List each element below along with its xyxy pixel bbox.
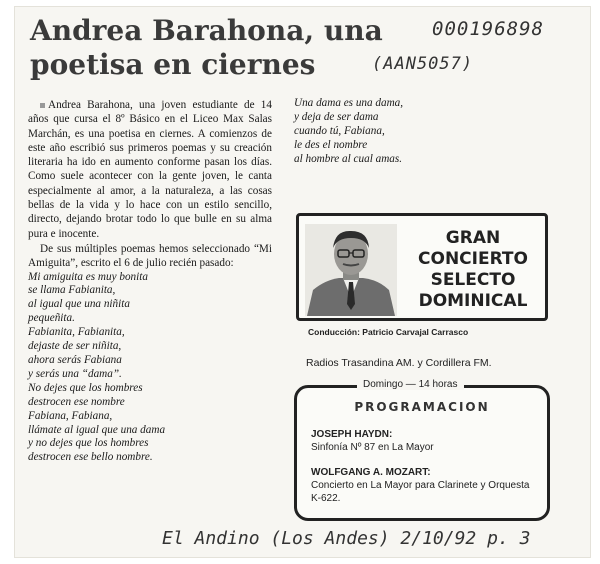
program-item bbox=[311, 428, 537, 454]
poem-line: pequeñita. bbox=[28, 312, 75, 325]
work-title: Concierto en La Mayor para Clarinete y Orquesta K-622. bbox=[311, 480, 530, 504]
poem-line: Fabiana, Fabiana, bbox=[28, 409, 113, 422]
poem-line: destrocen ese bello nombre. bbox=[28, 451, 153, 464]
poem-line: y no dejes que los hombres bbox=[28, 437, 149, 450]
poem-line: No dejes que los hombres bbox=[28, 381, 143, 394]
poem-line: Una dama es una dama, bbox=[294, 97, 404, 109]
headline-line-2: poetisa en ciernes bbox=[30, 48, 316, 81]
program-box bbox=[294, 379, 550, 521]
poem-line: Mi amiguita es muy bonita bbox=[28, 270, 148, 283]
bullet-marker bbox=[40, 103, 45, 108]
article-column-left bbox=[28, 98, 272, 465]
host-credit: Conducción: Patricio Carvajal Carrasco bbox=[308, 327, 469, 337]
poem-right bbox=[294, 97, 554, 167]
poem-line: y deja de ser dama bbox=[294, 110, 379, 123]
poem-line: cuando tú, Fabiana, bbox=[294, 124, 385, 137]
program-heading: PROGRAMACION bbox=[354, 400, 490, 414]
poem-line: al hombre al cual amas. bbox=[294, 152, 403, 165]
concert-title-line: CONCIERTO bbox=[418, 249, 528, 269]
article-column-right bbox=[294, 97, 554, 167]
poem-line: y serás una “dama”. bbox=[28, 367, 122, 380]
radio-stations: Radios Trasandina AM. y Cordillera FM. bbox=[306, 357, 492, 369]
broadcast-time: Domingo — 14 horas bbox=[357, 379, 464, 390]
poem-line: le des el nombre bbox=[294, 138, 368, 151]
program-item bbox=[311, 466, 537, 505]
concert-title-line: DOMINICAL bbox=[418, 291, 528, 311]
poem-line: llámate al igual que una dama bbox=[28, 423, 166, 436]
handwritten-catalog-number: 000196898 bbox=[432, 18, 544, 40]
composer-name: WOLFGANG A. MOZART: bbox=[311, 467, 431, 478]
poem-line: se llama Fabianita, bbox=[28, 284, 116, 297]
composer-name: JOSEPH HAYDN: bbox=[311, 429, 393, 440]
work-title: Sinfonía Nº 87 en La Mayor bbox=[311, 442, 434, 453]
concert-title bbox=[407, 228, 539, 312]
host-portrait-photo bbox=[305, 224, 397, 316]
poem-line: ahora serás Fabiana bbox=[28, 354, 122, 366]
concert-title-line: SELECTO bbox=[430, 270, 516, 290]
poem-line: destrocen ese nombre bbox=[28, 395, 125, 408]
concert-title-line: GRAN bbox=[445, 228, 501, 248]
poem-line: Fabianita, Fabianita, bbox=[28, 326, 125, 339]
headline-line-1: Andrea Barahona, una bbox=[30, 14, 383, 47]
handwritten-source-note: El Andino (Los Andes) 2/10/92 p. 3 bbox=[162, 528, 531, 549]
article-paragraph-2: De sus múltiples poemas hemos seleccionado “Mi Amiguita”, escrito el 6 de julio recién pasado: bbox=[28, 242, 272, 270]
poem-line: al igual que una niñita bbox=[28, 298, 130, 311]
headline bbox=[30, 14, 410, 82]
poem-line: dejaste de ser niñita, bbox=[28, 340, 122, 353]
poem-left bbox=[28, 271, 272, 466]
concert-ad bbox=[296, 213, 548, 321]
article-paragraph-1: Andrea Barahona, una joven estudiante de 14 años que cursa el 8º Básico en el Liceo Max Salas Marchán, es una poetisa en ciernes. A comienzos de este año escribió sus primeros poemas y su creación literaria ha ido en aumento conforme pasan los días. Como suele acontecer con la gente joven, le canta especialmente al amor, a la naturaleza, a las cosas bellas de la vida y lo hace con un estilo sencillo, directo, dejando brotar todo lo que bulle en su alma pura e inocente. bbox=[28, 99, 272, 240]
handwritten-code: (AAN5057) bbox=[372, 54, 474, 74]
